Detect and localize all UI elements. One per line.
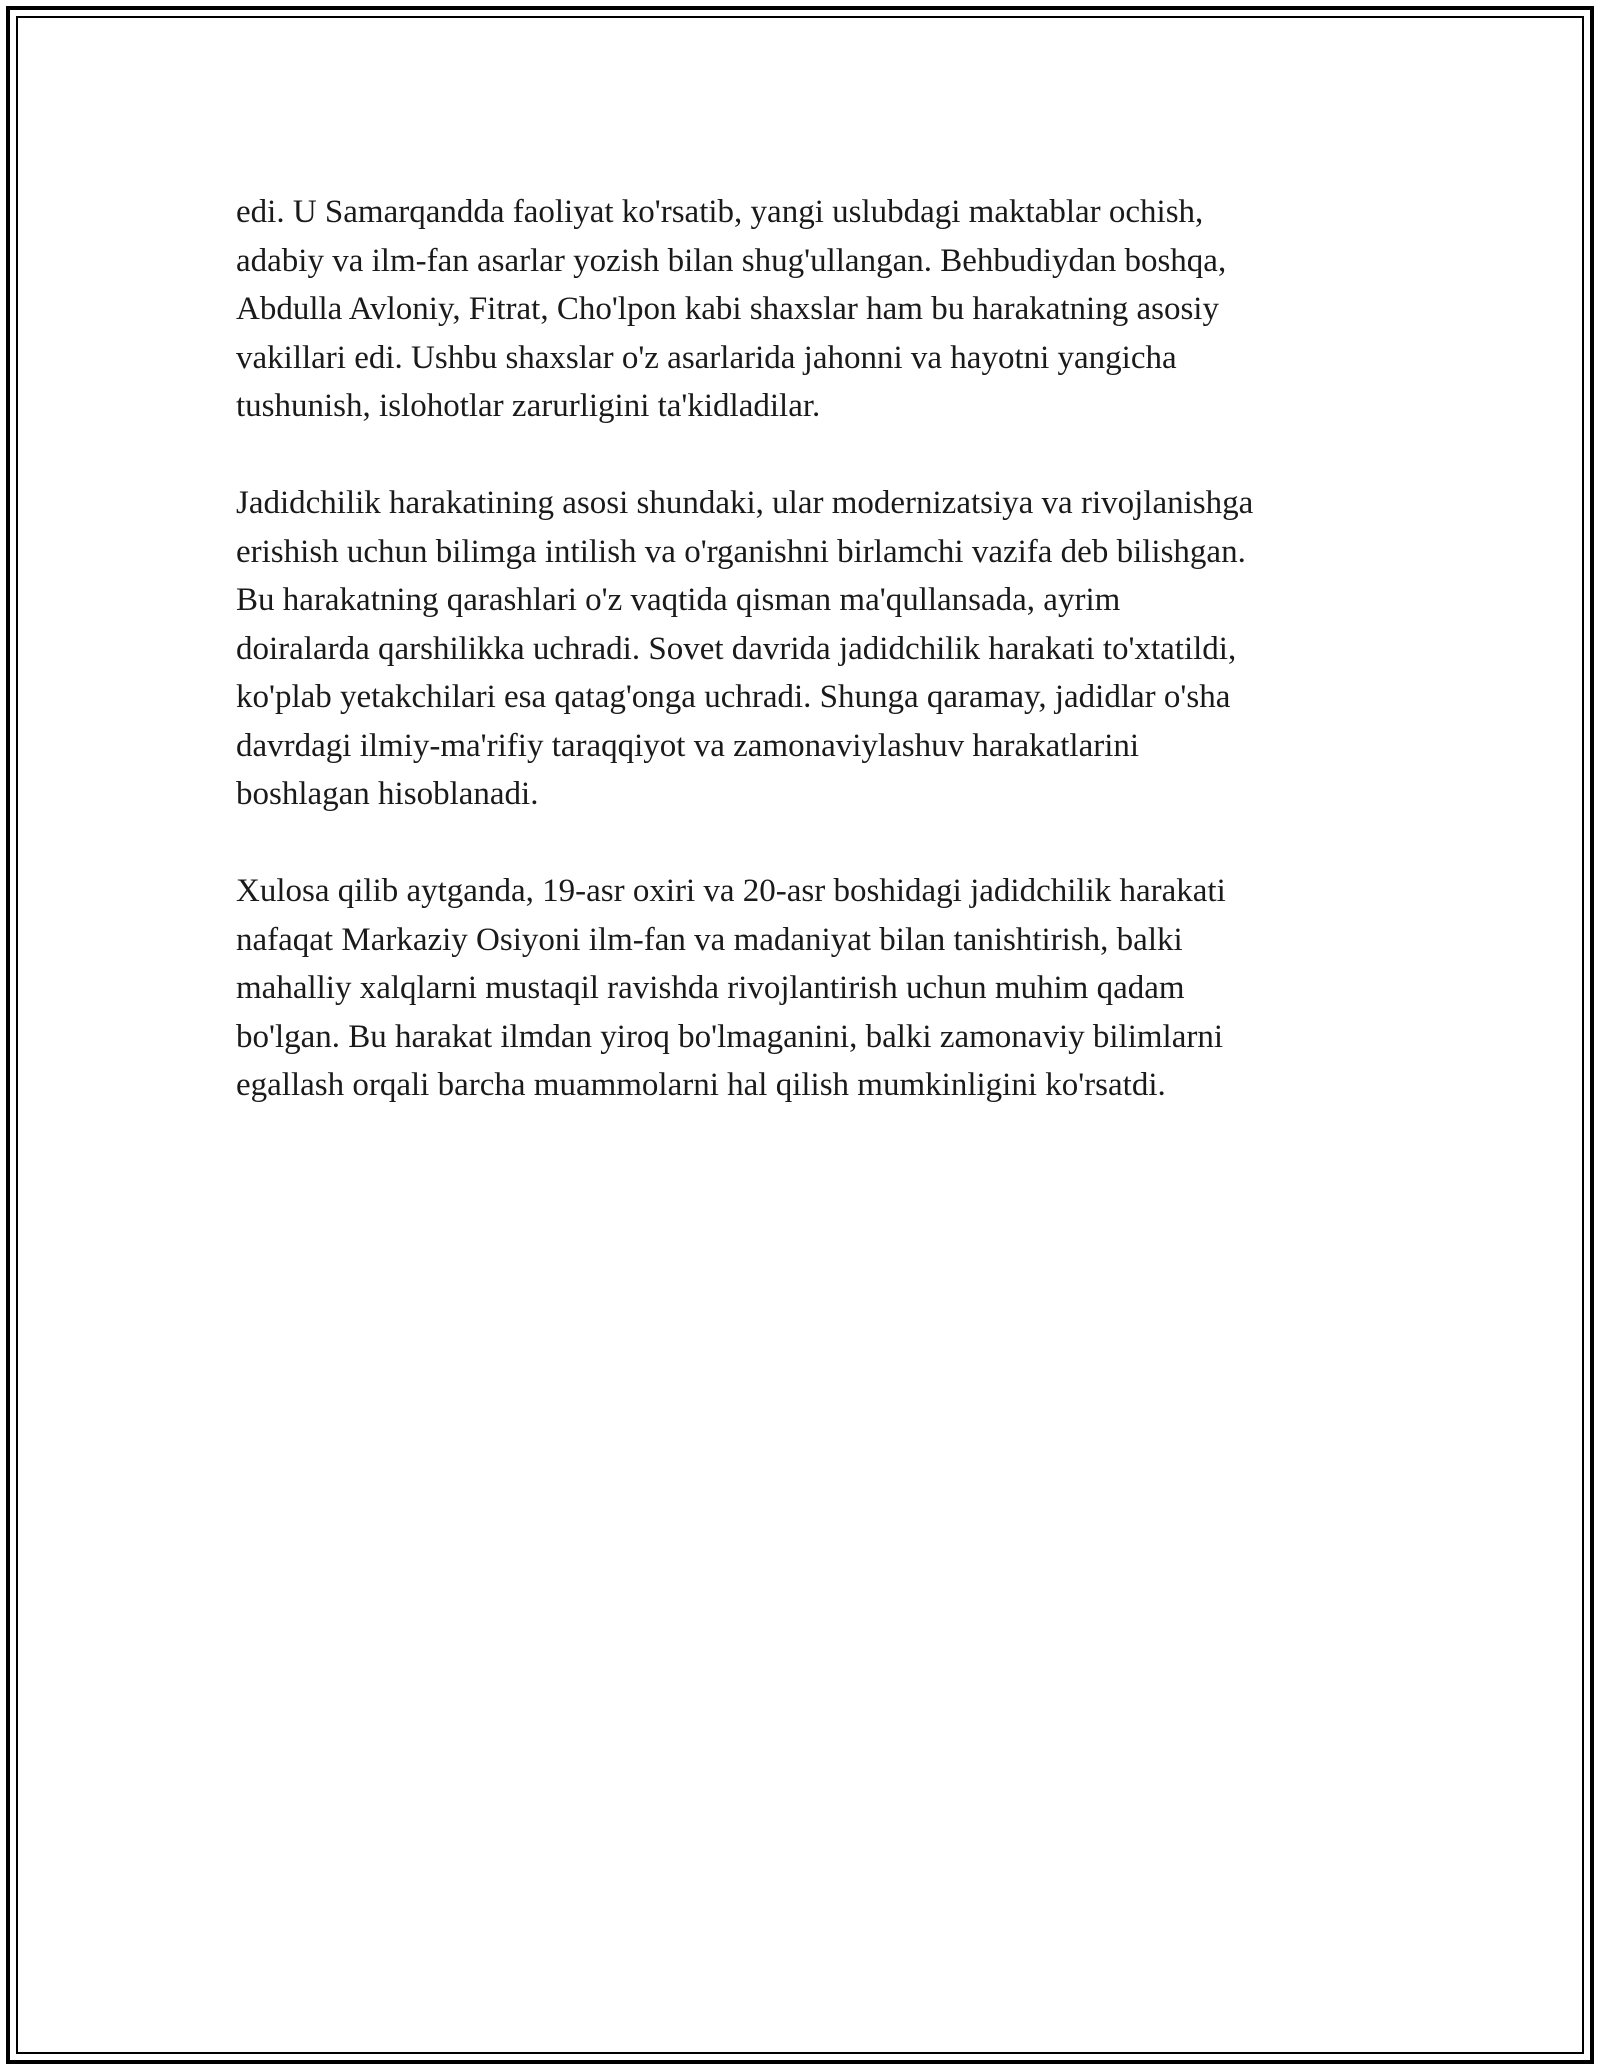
text-line: Bu harakatning qarashlari o'z vaqtida qisman ma'qullansada, ayrim [236, 582, 1121, 618]
text-line: Abdulla Avloniy, Fitrat, Cho'lpon kabi shaxslar ham bu harakatning asosiy [236, 291, 1219, 327]
text-line: nafaqat Markaziy Osiyoni ilm-fan va madaniyat bilan tanishtirish, balki [236, 921, 1183, 958]
text-line: davrdagi ilmiy-ma'rifiy taraqqiyot va zamonaviylashuv harakatlarini [236, 727, 1140, 764]
document-body [236, 188, 1376, 1158]
text-line: adabiy va ilm-fan asarlar yozish bilan shug'ullangan. Behbudiydan boshqa, [236, 242, 1227, 279]
text-line: mahalliy xalqlarni mustaqil ravishda rivojlantirish uchun muhim qadam [236, 970, 1185, 1006]
paragraph-3 [236, 867, 1376, 1110]
paragraph-2 [236, 479, 1376, 819]
text-line: ko'plab yetakchilari esa qatag'onga uchradi. Shunga qaramay, jadidlar o'sha [236, 679, 1231, 715]
text-line: erishish uchun bilimga intilish va o'rganishni birlamchi vazifa deb bilishgan. [236, 533, 1246, 570]
paragraph-1 [236, 188, 1376, 431]
text-line: edi. U Samarqandda faoliyat ko'rsatib, yangi uslubdagi maktablar ochish, [236, 194, 1204, 230]
text-line: doiralarda qarshilikka uchradi. Sovet davrida jadidchilik harakati to'xtatildi, [236, 630, 1237, 667]
text-line: bo'lgan. Bu harakat ilmdan yiroq bo'lmaganini, balki zamonaviy bilimlarni [236, 1018, 1224, 1055]
text-line: Xulosa qilib aytganda, 19-asr oxiri va 20-asr boshidagi jadidchilik harakati [236, 873, 1226, 909]
text-line: tushunish, islohotlar zarurligini ta'kidladilar. [236, 388, 821, 424]
text-line: egallash orqali barcha muammolarni hal qilish mumkinligini ko'rsatdi. [236, 1067, 1166, 1103]
text-line: Jadidchilik harakatining asosi shundaki, ular modernizatsiya va rivojlanishga [236, 485, 1254, 521]
text-line: boshlagan hisoblanadi. [236, 776, 539, 812]
text-line: vakillari edi. Ushbu shaxslar o'z asarlarida jahonni va hayotni yangicha [236, 339, 1177, 376]
